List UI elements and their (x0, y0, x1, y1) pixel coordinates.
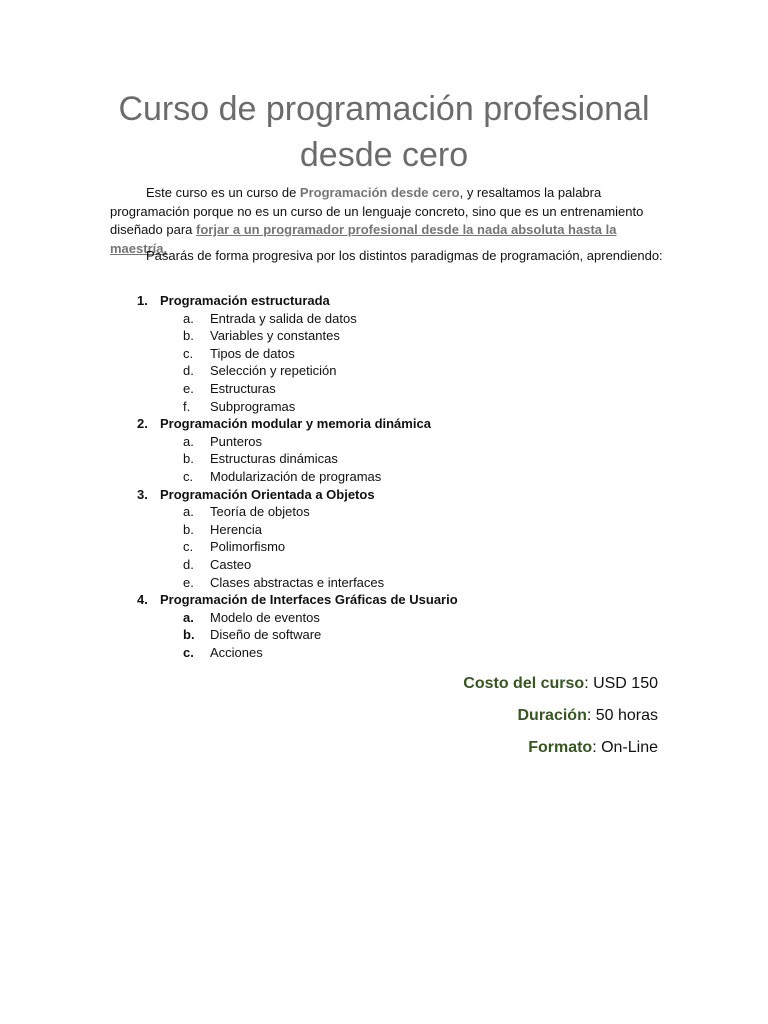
topic-item (110, 644, 670, 662)
topic-letter: e. (183, 380, 194, 396)
intro-link[interactable]: forjar a un programador profesional desde la nada absoluta hasta la maestría. (110, 222, 617, 256)
course-cost (463, 674, 658, 694)
topic-text: Acciones (210, 644, 263, 660)
topic-item (110, 450, 670, 468)
topic-text: Herencia (210, 521, 263, 537)
topic-item (110, 503, 670, 521)
topic-item (110, 468, 670, 486)
page-title: Curso de programación profesional desde cero (118, 90, 650, 174)
topic-text: Clases abstractas e interfaces (210, 574, 385, 590)
intro-highlight: Programación desde cero (299, 185, 460, 200)
module-number: 2. (137, 416, 148, 432)
topic-text: Polimorfismo (210, 539, 286, 555)
module-item (110, 415, 670, 433)
topic-text: Selección y repetición (210, 363, 337, 379)
topic-letter: b. (183, 328, 194, 344)
duration-value: : 50 horas (586, 707, 658, 724)
module-title: Programación estructurada (160, 293, 330, 308)
module-title: Programación de Interfaces Gráficas de Usuario (160, 592, 458, 608)
topic-letter: a. (183, 504, 194, 520)
module-title: Programación modular y memoria dinámica (160, 416, 431, 432)
topic-item (110, 556, 670, 574)
module-number: 4. (137, 592, 148, 608)
topic-text: Modularización de programas (210, 468, 382, 484)
format-value: : On-Line (592, 739, 658, 756)
topic-letter: a. (183, 433, 194, 449)
topic-letter: c. (183, 345, 194, 361)
progression-paragraph (110, 247, 670, 266)
module-item (110, 591, 670, 609)
topic-letter: e. (183, 574, 194, 590)
topic-item (110, 310, 670, 328)
course-format (528, 738, 658, 758)
topic-letter: c. (183, 644, 194, 660)
duration-label: Duración (517, 707, 587, 724)
topic-item (110, 362, 670, 380)
topic-item (110, 609, 670, 627)
cost-label: Costo del curso (463, 675, 585, 692)
format-label: Formato (528, 739, 593, 756)
topic-item (110, 398, 670, 416)
topic-text: Punteros (210, 433, 263, 449)
topic-item (110, 538, 670, 556)
topic-letter: d. (183, 363, 194, 379)
module-list (110, 292, 670, 661)
topic-letter: a. (183, 310, 194, 326)
progression-text: Pasarás de forma progresiva por los distintos paradigmas de programación, aprendiendo: (146, 248, 663, 263)
topic-letter: a. (183, 609, 194, 625)
topic-text: Estructuras (210, 380, 276, 396)
topic-item (110, 433, 670, 451)
topic-letter: c. (183, 468, 194, 484)
module-title: Programación Orientada a Objetos (160, 486, 375, 502)
module-number: 1. (137, 293, 148, 308)
topic-text: Diseño de software (210, 627, 322, 643)
topic-text: Tipos de datos (210, 345, 295, 361)
topic-letter: b. (183, 451, 194, 467)
intro-text-middle: , y resaltamos la palabra programación porque no es un curso de un lenguaje concreto, sino que es un entrenamiento diseñado para (110, 185, 644, 237)
topic-letter: d. (183, 556, 194, 572)
module-item (110, 486, 670, 504)
module-item (110, 292, 670, 310)
topic-text: Subprogramas (210, 398, 296, 414)
topic-item (110, 626, 670, 644)
topic-text: Teoría de objetos (210, 504, 310, 520)
intro-text-start: Este curso es un curso de (146, 185, 300, 200)
module-number: 3. (137, 486, 148, 502)
topic-text: Casteo (210, 556, 252, 572)
topic-item (110, 380, 670, 398)
cost-value: : USD 150 (584, 675, 658, 692)
topic-item (110, 345, 670, 363)
topic-text: Entrada y salida de datos (210, 310, 357, 326)
topic-item (110, 521, 670, 539)
course-duration (518, 706, 659, 726)
topic-letter: c. (183, 539, 194, 555)
topic-item (110, 327, 670, 345)
topic-item (110, 574, 670, 592)
topic-letter: f. (183, 398, 191, 414)
topic-letter: b. (183, 521, 194, 537)
topic-text: Estructuras dinámicas (210, 451, 338, 467)
topic-letter: b. (183, 627, 195, 643)
topic-text: Modelo de eventos (210, 609, 320, 625)
topic-text: Variables y constantes (210, 328, 340, 344)
